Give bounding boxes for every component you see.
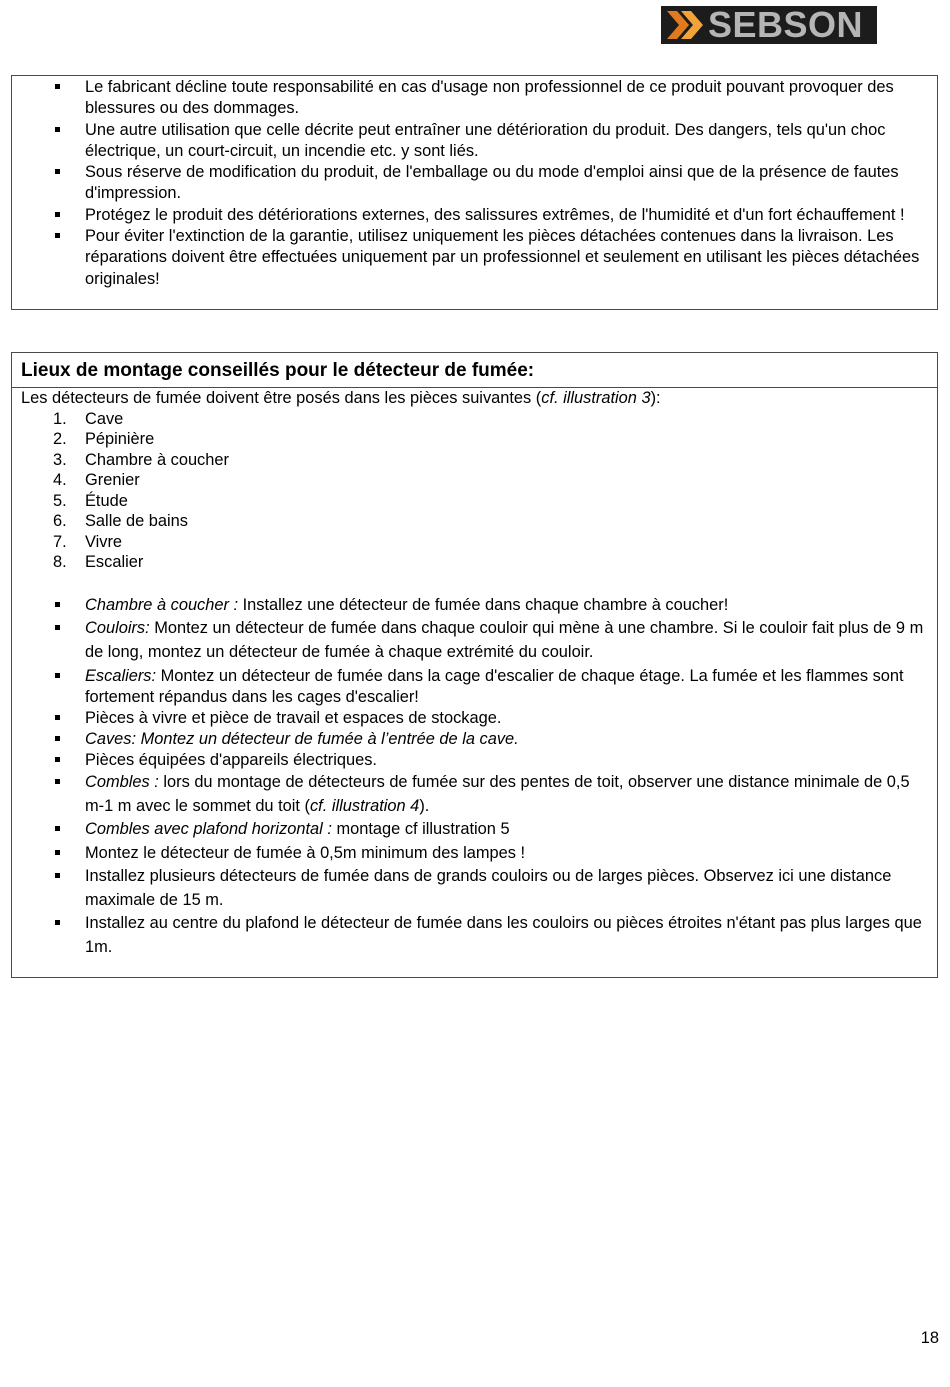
list-item: Le fabricant décline toute responsabilité en cas d'usage non professionnel de ce produit pouvant provoquer des blessures ou des dommages. bbox=[12, 77, 937, 120]
square-bullet-icon bbox=[55, 826, 60, 831]
intro-text: Les détecteurs de fumée doivent être posés dans les pièces suivantes (cf. illustration 3): bbox=[21, 389, 661, 407]
list-item: Installez au centre du plafond le détecteur de fumée dans les couloirs ou pièces étroites n'étant pas plus larges que 1m. bbox=[12, 912, 937, 959]
square-bullet-icon bbox=[55, 602, 60, 607]
chevron-logo-icon bbox=[665, 9, 707, 41]
list-item: Caves: Montez un détecteur de fumée à l’entrée de la cave. bbox=[12, 729, 937, 750]
list-item: 5. Étude bbox=[53, 491, 128, 510]
list-item: Escaliers: Montez un détecteur de fumée dans la cage d'escalier de chaque étage. La fumée et les flammes sont fortement répandus dans les cages d'escalier! bbox=[12, 666, 937, 708]
square-bullet-icon bbox=[55, 212, 60, 217]
square-bullet-icon bbox=[55, 779, 60, 784]
square-bullet-icon bbox=[55, 169, 60, 174]
safety-box bbox=[11, 75, 938, 310]
list-item: Installez plusieurs détecteurs de fumée dans de grands couloirs ou de larges pièces. Observez ici une distance maximale de 15 m. bbox=[12, 865, 937, 912]
list-item: Pièces équipées d'appareils électriques. bbox=[12, 750, 937, 771]
square-bullet-icon bbox=[55, 757, 60, 762]
sebson-logo bbox=[661, 6, 877, 44]
safety-list bbox=[12, 76, 937, 290]
list-item: Une autre utilisation que celle décrite peut entraîner une détérioration du produit. Des dangers, tels qu'un choc électrique, un court-circuit, un incendie etc. y sont liés. bbox=[12, 120, 937, 163]
square-bullet-icon bbox=[55, 873, 60, 878]
list-item: 4. Grenier bbox=[53, 471, 140, 489]
list-item: Combles : lors du montage de détecteurs de fumée sur des pentes de toit, observer une distance minimale de 0,5 m-1 m avec le sommet du toit (cf. illustration 4). bbox=[12, 771, 937, 818]
square-bullet-icon bbox=[55, 715, 60, 720]
square-bullet-icon bbox=[55, 127, 60, 132]
section-title: Lieux de montage conseillés pour le détecteur de fumée: bbox=[12, 353, 937, 388]
list-item: Sous réserve de modification du produit, de l'emballage ou du mode d'emploi ainsi que de la présence de fautes d'impression. bbox=[12, 162, 937, 205]
mounting-tips-list bbox=[12, 594, 937, 960]
mounting-box bbox=[11, 352, 938, 978]
square-bullet-icon bbox=[55, 625, 60, 630]
square-bullet-icon bbox=[55, 233, 60, 238]
list-item: Pièces à vivre et pièce de travail et espaces de stockage. bbox=[12, 708, 937, 729]
list-item: 2. Pépinière bbox=[53, 430, 155, 448]
list-item: Pour éviter l'extinction de la garantie, utilisez uniquement les pièces détachées contenues dans la livraison. Les réparations doivent être effectuées uniquement par un professionnel et seulement en utilisant les pièces détachées originales! bbox=[12, 226, 937, 290]
list-item: Montez le détecteur de fumée à 0,5m minimum des lampes ! bbox=[12, 842, 937, 866]
list-item: 3. Chambre à coucher bbox=[53, 450, 229, 469]
square-bullet-icon bbox=[55, 736, 60, 741]
square-bullet-icon bbox=[55, 84, 60, 89]
square-bullet-icon bbox=[55, 673, 60, 678]
page-number: 18 bbox=[920, 1329, 939, 1347]
logo-text: SEBSON bbox=[708, 6, 864, 44]
list-item: Couloirs: Montez un détecteur de fumée dans chaque couloir qui mène à une chambre. Si le couloir fait plus de 9 m de long, montez un détecteur de fumée à chaque extrémité du couloir. bbox=[12, 617, 937, 664]
list-item: 8. Escalier bbox=[53, 553, 144, 571]
list-item: 6. Salle de bains bbox=[53, 512, 188, 530]
square-bullet-icon bbox=[55, 920, 60, 925]
square-bullet-icon bbox=[55, 850, 60, 855]
list-item: 7. Vivre bbox=[53, 532, 123, 551]
list-item: Protégez le produit des détériorations externes, des salissures extrêmes, de l'humidité et d'un fort échauffement ! bbox=[12, 205, 937, 226]
list-item: Combles avec plafond horizontal : montage cf illustration 5 bbox=[12, 818, 937, 842]
list-item: Chambre à coucher : Installez une détecteur de fumée dans chaque chambre à coucher! bbox=[12, 594, 937, 618]
rooms-list bbox=[12, 409, 937, 573]
list-item: 1. Cave bbox=[53, 409, 124, 428]
